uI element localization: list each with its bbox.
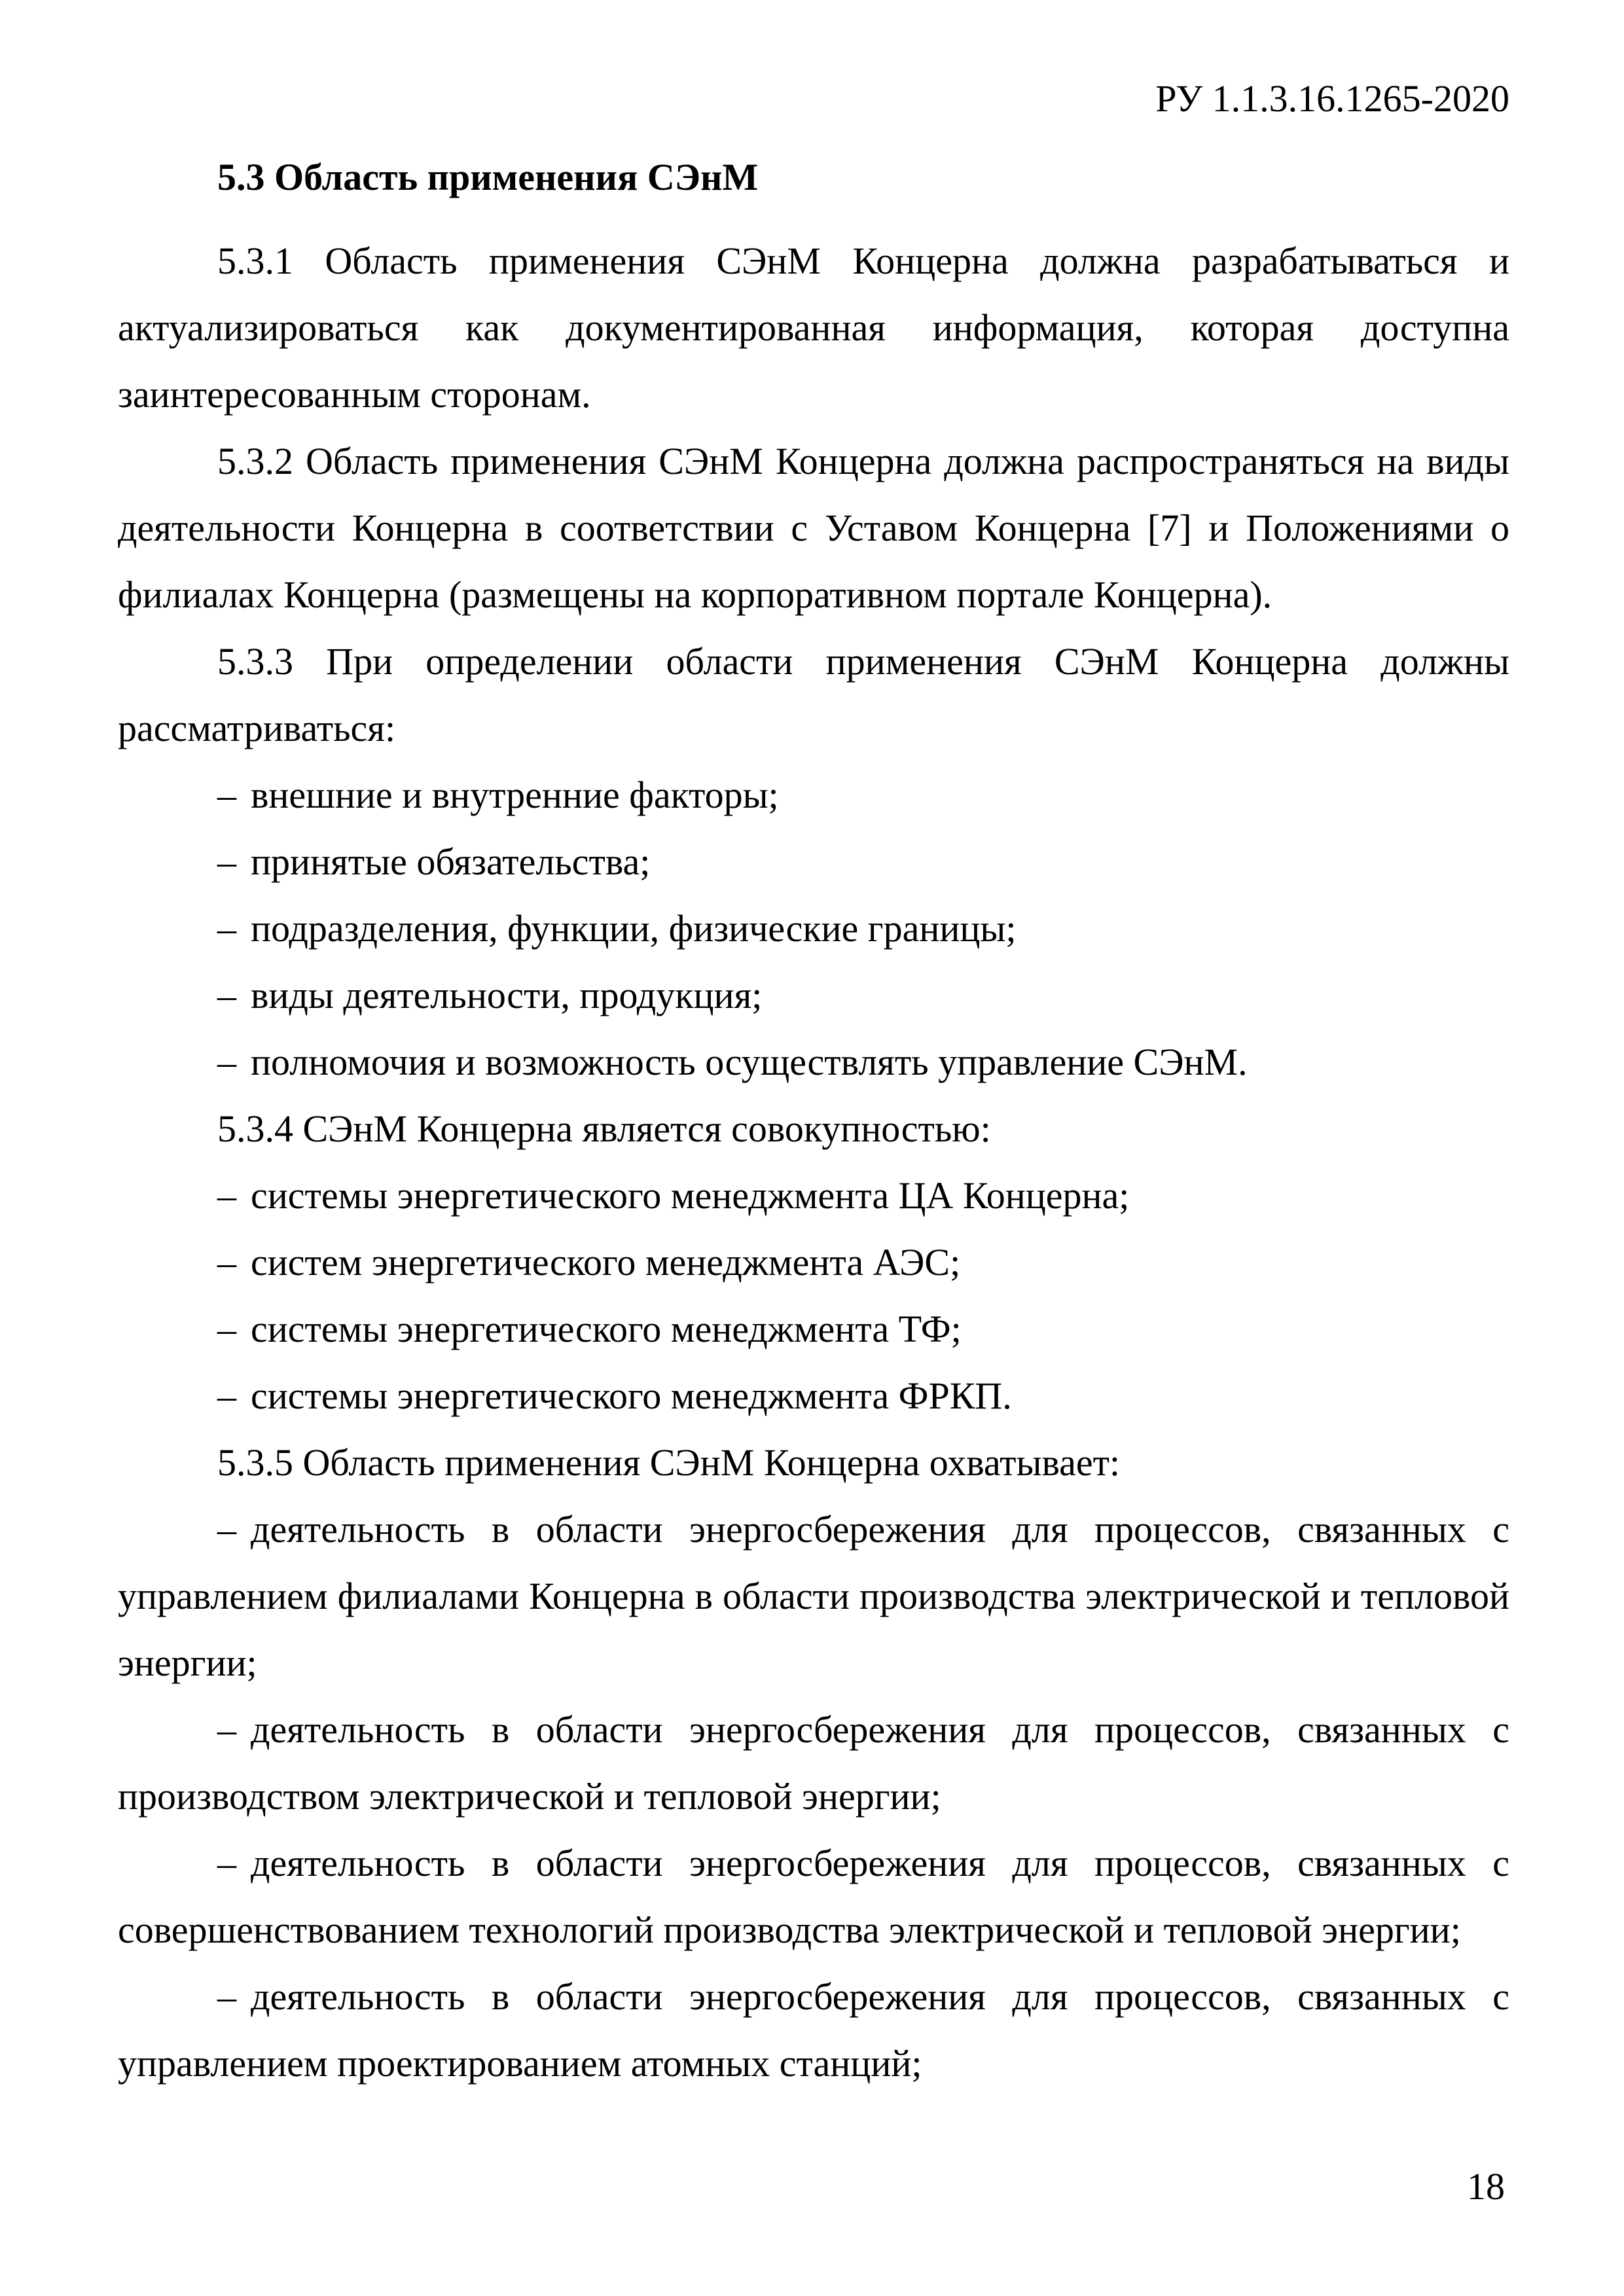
bullet-dash: –: [217, 1374, 236, 1417]
list-item: [118, 762, 1509, 829]
list-item: [118, 1964, 1509, 2097]
list-item: [118, 962, 1509, 1029]
list-item: [118, 1296, 1509, 1363]
list-item: [118, 1162, 1509, 1229]
list-item: [118, 1696, 1509, 1830]
list-item: [118, 1029, 1509, 1096]
list-item-text: деятельность в области энергосбережения для процессов, связанных с производством электрической и тепловой энергии;: [118, 1708, 1509, 1818]
list-item: [118, 895, 1509, 962]
paragraph: 5.3.4 СЭнМ Концерна является совокупностью:: [217, 1107, 991, 1150]
list-item: [118, 829, 1509, 895]
list-item: [118, 1363, 1509, 1429]
list-item-text: систем энергетического менеджмента АЭС;: [251, 1241, 961, 1283]
paragraph: 5.3.3 При определении области применения СЭнМ Концерна должны рассматриваться:: [118, 640, 1509, 749]
section-heading: 5.3 Область применения СЭнМ: [217, 156, 759, 198]
bullet-dash: –: [217, 1708, 236, 1751]
list-item-text: полномочия и возможность осуществлять управление СЭнМ.: [251, 1041, 1248, 1083]
bullet-dash: –: [217, 774, 236, 816]
bullet-dash: –: [217, 1041, 236, 1083]
bullet-dash: –: [217, 907, 236, 950]
bullet-dash: –: [217, 1308, 236, 1350]
bullet-dash: –: [217, 840, 236, 883]
list-item-text: деятельность в области энергосбережения для процессов, связанных с управлением проектированием атомных станций;: [118, 1975, 1509, 2085]
list-item-text: системы энергетического менеджмента ЦА Концерна;: [251, 1174, 1130, 1217]
bullet-dash: –: [217, 1842, 236, 1884]
list-item-text: системы энергетического менеджмента ТФ;: [251, 1308, 962, 1350]
list-item-text: подразделения, функции, физические границы;: [251, 907, 1017, 950]
list-item-text: деятельность в области энергосбережения для процессов, связанных с управлением филиалами Концерна в области производства электрической и тепловой энергии;: [118, 1508, 1509, 1684]
bullet-dash: –: [217, 1241, 236, 1283]
paragraph: 5.3.1 Область применения СЭнМ Концерна должна разрабатываться и актуализироваться как документированная информация, которая доступна заинтересованным сторонам.: [118, 240, 1509, 416]
list-item: [118, 1496, 1509, 1696]
page-number: 18: [1467, 2165, 1505, 2208]
bullet-dash: –: [217, 974, 236, 1016]
paragraph: 5.3.5 Область применения СЭнМ Концерна охватывает:: [217, 1441, 1121, 1484]
list-item-text: деятельность в области энергосбережения для процессов, связанных с совершенствованием технологий производства электрической и тепловой энергии;: [118, 1842, 1509, 1951]
document-code-header: РУ 1.1.3.16.1265-2020: [1155, 77, 1509, 120]
list-item: [118, 1229, 1509, 1296]
paragraph: 5.3.2 Область применения СЭнМ Концерна должна распространяться на виды деятельности Концерна в соответствии с Уставом Концерна [7] и Положениями о филиалах Концерна (размещены на корпоративном портале Концерна).: [118, 440, 1509, 616]
list-item-text: внешние и внутренние факторы;: [251, 774, 779, 816]
list-item-text: принятые обязательства;: [251, 840, 651, 883]
list-item-text: виды деятельности, продукция;: [251, 974, 763, 1016]
bullet-dash: –: [217, 1508, 236, 1551]
bullet-dash: –: [217, 1975, 236, 2018]
list-item-text: системы энергетического менеджмента ФРКП.: [251, 1374, 1012, 1417]
list-item: [118, 1830, 1509, 1964]
bullet-dash: –: [217, 1174, 236, 1217]
